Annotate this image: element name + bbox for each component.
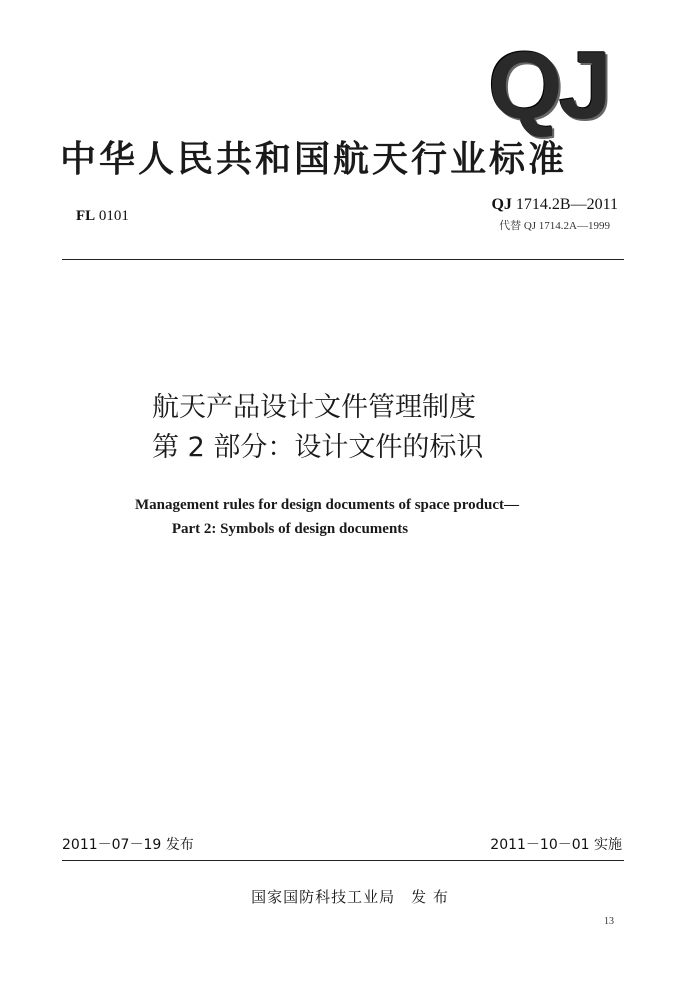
classification-code (76, 208, 129, 225)
issuer (0, 886, 700, 907)
page-number: 13 (604, 916, 614, 927)
replaces-standard: 代替 QJ 1714.2A—1999 (499, 220, 610, 232)
issue-date: 2011－07－19 发布 (62, 837, 194, 853)
classification-number: 0101 (98, 208, 129, 224)
issuer-text: 国家国防科技工业局 发 布 (251, 888, 449, 906)
chinese-title-line2: 第 2 部分：设计文件的标识 (152, 432, 484, 463)
classification-prefix: FL (76, 208, 96, 224)
english-title (0, 493, 700, 541)
standard-number-value: 1714.2B—2011 (515, 196, 618, 213)
standard-prefix: QJ (491, 196, 512, 213)
chinese-title (152, 388, 483, 468)
chinese-title-line1: 航天产品设计文件管理制度 (152, 392, 476, 423)
header-divider (62, 259, 624, 260)
english-title-line2: Part 2: Symbols of design documents (171, 521, 409, 537)
qj-logo: QJ (487, 32, 608, 139)
footer-divider (62, 860, 624, 861)
standard-number (491, 196, 618, 214)
english-title-line1: Management rules for design documents of space product— (134, 497, 520, 513)
effective-date: 2011－10－01 实施 (490, 837, 622, 853)
standard-category-title: 中华人民共和国航天行业标准 (60, 139, 568, 180)
